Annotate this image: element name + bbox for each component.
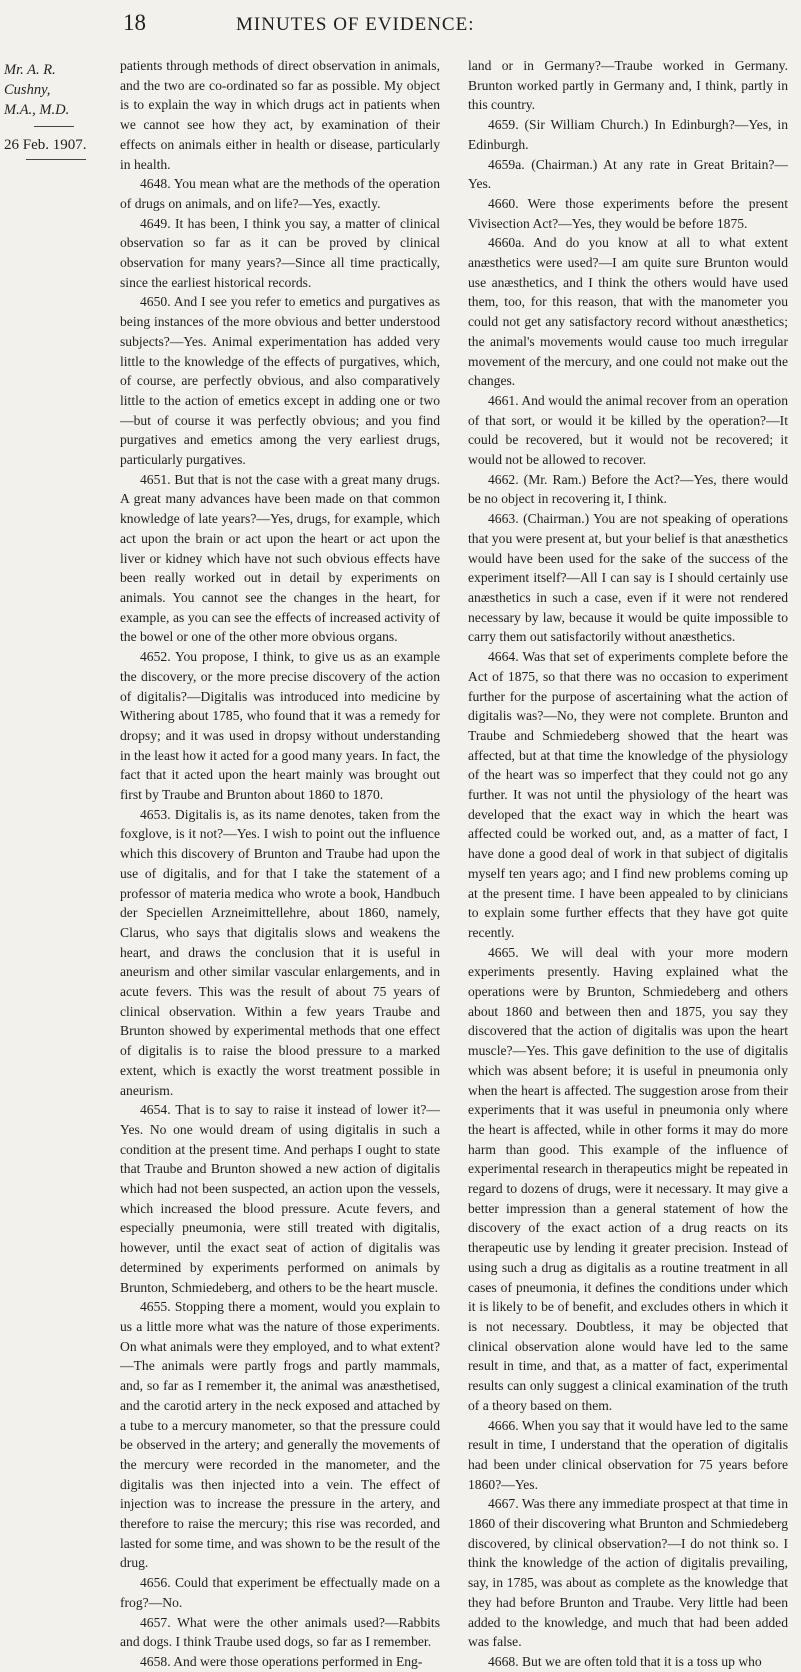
running-head: MINUTES OF EVIDENCE:	[236, 14, 475, 35]
left-text-column	[120, 56, 440, 1672]
paragraph: 4655. Stopping there a moment, would you explain to us a little more what was the nature of those experiments. On what animals were they employed, and to what extent?—The animals were partly frogs and partly mammals, and, so far as I remember it, the animal was anæsthetised, and the carotid artery in the neck exposed and attached by a tube to a mercury manometer, so that the pressure could be observed in the artery; and generally the movements of the mercury were recorded in the manometer, and the digitalis was then injected into a vein. The effect of injection was to increase the pressure in the artery, and therefore to raise the mercury; this rise was recorded, and lasted for some time, and was shown to be the result of the drug.	[120, 1299, 440, 1571]
paragraph: 4667. Was there any immediate prospect at that time in 1860 of their discovering what Brunton and Schmiedeberg discovered, by clinical observation?—I do not think so. I think the knowledge of the action of digitalis prevailing, say, in 1785, was about as complete as the knowledge that they had before Brunton and Traube. Very little had been added to the knowledge, and much that had been added was false.	[468, 1496, 788, 1650]
paragraph: land or in Germany?—Traube worked in Germany. Brunton worked partly in Germany and, I think, partly in this country.	[468, 58, 788, 113]
paragraph: 4661. And would the animal recover from an operation of that sort, or would it be killed by the operation?—It could be recovered, but it would not be recovered; it would not be allowed to recover.	[468, 392, 788, 468]
paragraph: 4653. Digitalis is, as its name denotes, taken from the foxglove, is it not?—Yes. I wish to point out the influence which this discovery of Brunton and Traube had upon the use of digitalis, and for that I take the statement of a professor of materia medica who wrote a book, Handbuch der Speciellen Arzneimittellehre, about 1860, namely, Clarus, who says that digitalis slows and weakens the heart, and draws the conclusion that it is useful in aneurism and other similar vascular enlargements, and in acute fevers. This was the result of about 75 years of clinical observation. Within a few years Traube and Brunton showed by experimental methods that one effect of digitalis is to raise the blood pressure to a marked extent, which is exactly the worst treatment possible in aneurism.	[120, 806, 440, 1098]
paragraph: 4662. (Mr. Ram.) Before the Act?—Yes, there would be no object in recovering it, I think.	[468, 471, 788, 507]
witness-degree: M.A., M.D.	[4, 102, 70, 118]
page-number: 18	[123, 10, 146, 35]
evidence-date: 26 Feb. 1907.	[4, 137, 87, 153]
paragraph: 4660. Were those experiments before the present Vivisection Act?—Yes, they would be before 1875.	[468, 195, 788, 231]
witness-margin-note	[4, 60, 104, 160]
right-text-column	[468, 56, 788, 1672]
margin-divider	[26, 159, 86, 160]
paragraph: 4668. But we are often told that it is a toss up who	[488, 1653, 762, 1669]
paragraph: 4665. We will deal with your more modern experiments presently. Having explained what the operations were by Brunton, Schmiedeberg and others about 1860 and between then and 1875, you say they discovered that the action of digitalis was upon the heart muscle?—Yes. This gave definition to the use of digitalis which was absent before; it is useful in pneumonia only when the heart is affected. The suggestion arose from their experiments that it was useful in pneumonia only where the heart is affected, while in other forms it may do more harm than good. This example of the influence of experimental research in therapeutics might be repeated in regard to dozens of drugs, were it necessary. It may give a better impression than a general statement of how the discovery of the exact action of a drug reacts on its therapeutic use by lending it greater precision. Instead of using such a drug as digitalis as a routine treatment in all cases of pneumonia, it defines the conditions under which it is likely to be of benefit, and excludes others in which it is not necessary. Doubtless, it may be objected that clinical observation alone would have led to the same result in time, and that, as a matter of fact, experimental results can only suggest a clinical examination of the truth of a theory based on them.	[468, 944, 788, 1413]
paragraph: patients through methods of direct observation in animals, and the two are co-ordinated so far as possible. My object is to explain the way in which drugs act in patients when we cannot see how they act, by examination of their effects on animals either in health or disease, particularly in health.	[120, 58, 440, 172]
paragraph: 4656. Could that experiment be effectually made on a frog?—No.	[120, 1575, 440, 1610]
paragraph: 4651. But that is not the case with a great many drugs. A great many advances have been made on that common knowledge of late years?—Yes, drugs, for example, which act upon the brain or act upon the heart or act upon the liver or kidney which have not such obvious effects have been really worked out in detail by experiments on animals. You cannot see the changes in the heart, for example, as you can see the effects of increased activity of the bowel or one of the other more obvious organs.	[120, 471, 440, 645]
paragraph: 4648. You mean what are the methods of the operation of drugs on animals, and on life?—Yes, exactly.	[120, 176, 440, 211]
paragraph: 4666. When you say that it would have led to the same result in time, I understand that the operation of digitalis had been under clinical observation for 75 years before 1860?—Yes.	[468, 1417, 788, 1492]
witness-name-2: Cushny,	[4, 82, 51, 98]
paragraph: 4649. It has been, I think you say, a matter of clinical observation so far as it can be proved by clinical observation for many years?—Since all time practically, since the earliest historical records.	[120, 215, 440, 290]
paragraph: 4663. (Chairman.) You are not speaking of operations that you were present at, but your belief is that anæsthetics would have been used for the sake of the success of the experiment itself?—All I can say is I should certainly use anæsthetics in such a case, even if it were not rendered necessary by law, because it would be quite impossible to carry them out satisfactorily without anæsthetics.	[468, 511, 788, 645]
paragraph: 4657. What were the other animals used?—Rabbits and dogs. I think Traube used dogs, so far as I remember.	[120, 1614, 440, 1650]
paragraph: 4658. And were those operations performed in Eng-	[140, 1653, 423, 1669]
witness-name-1: Mr. A. R.	[4, 62, 56, 78]
margin-divider	[34, 126, 74, 127]
paragraph: 4659. (Sir William Church.) In Edinburgh?—Yes, in Edinburgh.	[468, 117, 788, 152]
paragraph: 4664. Was that set of experiments complete before the Act of 1875, so that there was no occasion to experiment further for the purpose of ascertaining what the action of digitalis was?—No, they were not complete. Brunton and Traube and Schmiedeberg showed that the heart was affected, but at that time the knowledge of the physiology of the heart was so imperfect that they could not go any further. It was not until the physiology of the heart was developed that the exact way in which the heart was affected could be worked out, and, as a matter of fact, I have done a good deal of work in that subject of digitalis myself ten years ago; and I find new problems coming up at the present time. I have been appealed to by clinicians to explain some further effects that they have got quite recently.	[468, 649, 788, 940]
paragraph: 4660a. And do you know at all to what extent anæsthetics were used?—I am quite sure Brunton would use anæsthetics, and I think the others would have used them, too, for this reason, that with the manometer you could not get any satisfactory record without anæsthetics; the animal's movements would cause too much irregular movement of the mercury, and one could not make out the changes.	[468, 235, 788, 389]
paragraph: 4650. And I see you refer to emetics and purgatives as being instances of the more obvious and better understood subjects?—Yes. Animal experimentation has added very little to the knowledge of the effects of purgatives, which, of course, are perfectly obvious, and also comparatively little to the action of emetics except in adding one or two—but of course it was perfectly obvious; and you find purgatives and emetics among the very earliest drugs, particularly purgatives.	[120, 294, 440, 468]
paragraph: 4659a. (Chairman.) At any rate in Great Britain?—Yes.	[468, 156, 788, 192]
paragraph: 4654. That is to say to raise it instead of lower it?—Yes. No one would dream of using digitalis in such a condition at the present time. And perhaps I ought to state that Traube and Brunton showed a new action of digitalis which had not been suspected, an action upon the vessels, which increased the blood pressure. Acute fevers, and especially pneumonia, were still treated with digitalis, however, until the exact seat of action of digitalis was determined by experiments performed on animals by Brunton, Schmiedeberg, and others to be the heart muscle.	[120, 1102, 440, 1295]
paragraph: 4652. You propose, I think, to give us as an example the discovery, or the more precise discovery of the action of digitalis?—Digitalis was introduced into medicine by Withering about 1785, who found that it was a remedy for dropsy; and it was used in dropsy without understanding in the least how it acted for a good many years. In fact, the fact that it acted upon the heart mainly was brought out first by Traube and Brunton about 1860 to 1870.	[120, 649, 440, 803]
